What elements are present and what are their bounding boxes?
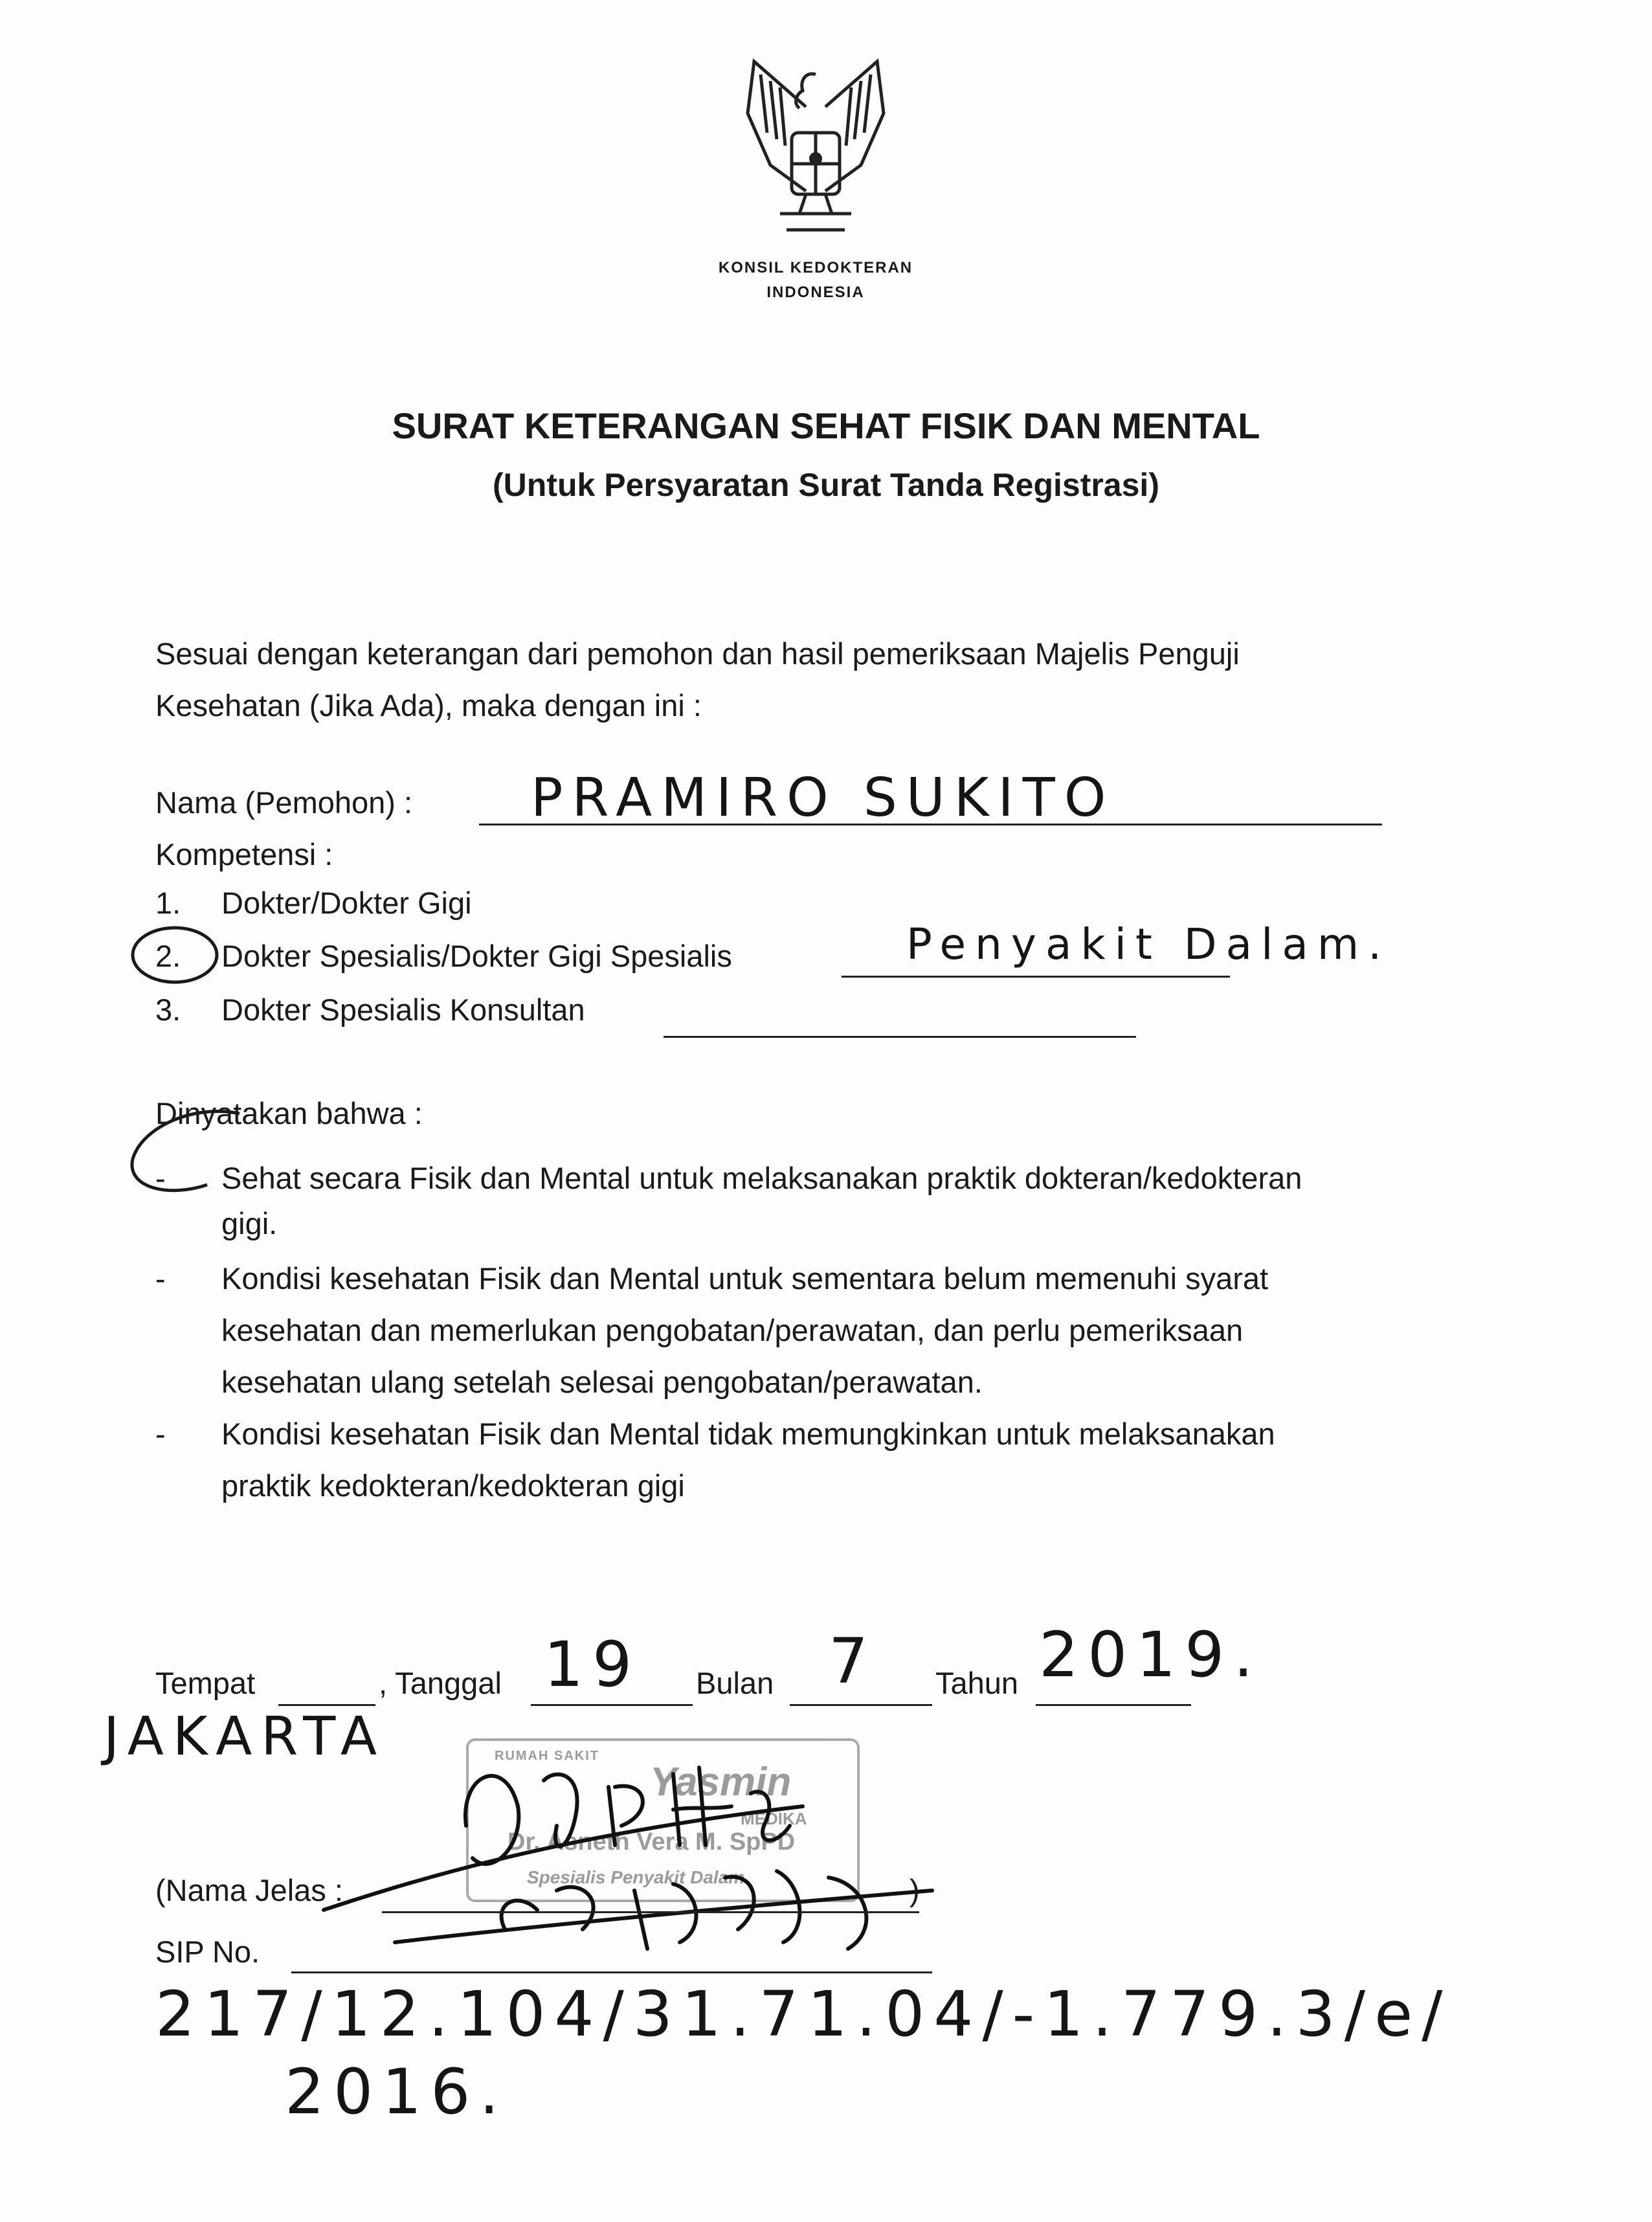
item-1-line-2: gigi.: [221, 1206, 278, 1240]
intro-line-1: Sesuai dengan keterangan dari pemohon dan hasil pemeriksaan Majelis Penguji: [155, 636, 1240, 671]
name-handwritten: PRAMIRO SUKITO: [531, 767, 1115, 829]
org-name-line1: KONSIL KEDOKTERAN: [718, 259, 913, 276]
bulan-label: Bulan: [696, 1666, 774, 1700]
item-3-line-1: Kondisi kesehatan Fisik dan Mental tidak memungkinkan untuk melaksanakan: [221, 1417, 1275, 1451]
sip-handwritten-line-1: 217/12.104/31.71.04/-1.779.3/e/: [155, 1978, 1452, 2050]
item-1-line-1: Sehat secara Fisik dan Mental untuk melaksanakan praktik dokteran/kedokteran: [221, 1161, 1302, 1195]
item-1-dash: -: [155, 1161, 166, 1195]
garuda-emblem-icon: [709, 36, 922, 249]
option-1-label: Dokter/Dokter Gigi: [221, 886, 472, 920]
nama-jelas-label: (Nama Jelas :: [155, 1873, 343, 1907]
stamp-line-3: MEDIKA: [741, 1809, 807, 1828]
tanggal-label: , Tanggal: [379, 1666, 502, 1700]
tahun-underline: [1036, 1704, 1191, 1706]
intro-line-2: Kesehatan (Jika Ada), maka dengan ini :: [155, 688, 702, 723]
stamp-line-2: Yasmin: [650, 1760, 792, 1804]
name-label: Nama (Pemohon) :: [155, 785, 413, 820]
item-2-line-2: kesehatan dan memerlukan pengobatan/perawatan, dan perlu pemeriksaan: [221, 1313, 1244, 1347]
item-3-dash: -: [155, 1417, 166, 1451]
stamp-line-1: RUMAH SAKIT: [495, 1749, 599, 1763]
item-2-line-3: kesehatan ulang setelah selesai pengobatan/perawatan.: [221, 1365, 983, 1399]
sip-label: SIP No.: [155, 1935, 260, 1969]
tahun-handwritten: 2019.: [1039, 1619, 1262, 1691]
document-title: SURAT KETERANGAN SEHAT FISIK DAN MENTAL: [392, 405, 1260, 446]
stamp-line-5: Spesialis Penyakit Dalam: [527, 1867, 745, 1887]
option-3-underline: [664, 1036, 1136, 1038]
specialty-handwritten: Penyakit Dalam.: [906, 919, 1391, 969]
tempat-handwritten: JAKARTA: [104, 1706, 386, 1768]
option-3-label: Dokter Spesialis Konsultan: [221, 993, 585, 1027]
bulan-handwritten: 7: [829, 1625, 878, 1698]
org-name-line2: INDONESIA: [766, 284, 865, 301]
option-1-number: 1.: [155, 886, 181, 920]
item-3-line-2: praktik kedokteran/kedokteran gigi: [221, 1468, 685, 1503]
tempat-label: Tempat: [155, 1666, 256, 1700]
nama-jelas-underline: [382, 1911, 919, 1913]
item-2-line-1: Kondisi kesehatan Fisik dan Mental untuk sementara belum memenuhi syarat: [221, 1261, 1269, 1296]
option-2-label: Dokter Spesialis/Dokter Gigi Spesialis: [221, 939, 732, 973]
nama-jelas-close: ): [910, 1873, 920, 1907]
kompetensi-label: Kompetensi :: [155, 837, 333, 871]
option-3-number: 3.: [155, 993, 181, 1027]
signature-scribble: [311, 1696, 971, 1994]
stamp-line-4: Dr. Asneth Vera M. SpPD: [508, 1828, 796, 1856]
tanggal-handwritten: 19: [544, 1628, 642, 1701]
sip-handwritten-line-2: 2016.: [285, 2056, 508, 2128]
statement-label: Dinyatakan bahwa :: [155, 1096, 423, 1130]
option-2-number: 2.: [155, 939, 181, 973]
document-subtitle: (Untuk Persyaratan Surat Tanda Registrasi): [493, 467, 1159, 503]
tahun-label: Tahun: [935, 1666, 1019, 1700]
specialty-underline: [842, 976, 1230, 978]
item-2-dash: -: [155, 1261, 166, 1296]
sip-underline: [291, 1971, 932, 1973]
